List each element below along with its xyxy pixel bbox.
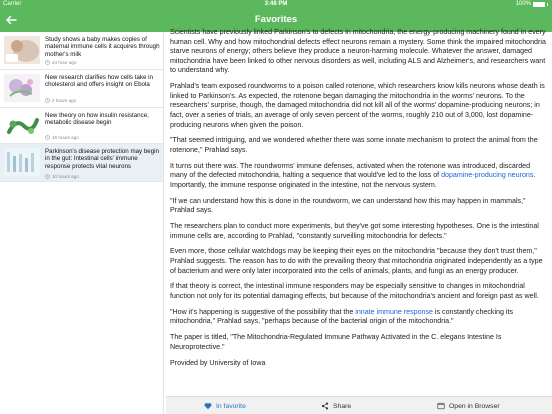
article-paragraph: The paper is titled, "The Mitochondria-Regulated Immune Pathway Activated in the C. elegans Intestine Is Neuroprotective." bbox=[170, 333, 502, 351]
article-source: Provided by University of Iowa bbox=[170, 358, 266, 367]
heart-icon bbox=[204, 402, 212, 410]
clock-icon bbox=[45, 135, 50, 140]
article-paragraph: The researchers plan to conduct more experiments, but they've got some interesting hypotheses. One is the intestinal immune cells are, according to Prahlad, "constantly surveilling mitochondria for defects." bbox=[170, 222, 539, 240]
clock-icon bbox=[45, 60, 50, 65]
favorites-list bbox=[0, 32, 164, 414]
share-label: Share bbox=[333, 402, 352, 410]
article-thumbnail bbox=[4, 112, 40, 140]
item-time: 10 hours ago bbox=[45, 174, 79, 179]
battery-indicator bbox=[516, 0, 548, 9]
article-thumbnail bbox=[4, 74, 40, 102]
article-paragraph: "How it's happening is suggestive of the possibility that the innate immune response is constantly checking its mitochondria," Prahlad says, "perhaps because of the bacterial origin of the mitochondria." bbox=[170, 307, 513, 326]
status-bar bbox=[0, 0, 552, 9]
article-paragraph: "That seemed intriguing, and we wondered whether there was some innate mechanism to protect the animal from the rotenone," Prahlad says. bbox=[170, 136, 538, 154]
clock-icon bbox=[45, 98, 50, 103]
item-title: New theory on how insulin resistance, metabolic disease begin bbox=[45, 112, 149, 127]
item-time: 24 hour ago bbox=[45, 60, 77, 65]
article-body bbox=[166, 28, 552, 396]
favorite-button[interactable] bbox=[204, 397, 246, 414]
share-icon bbox=[321, 402, 329, 410]
browser-window-icon bbox=[437, 402, 445, 410]
battery-icon bbox=[533, 2, 545, 7]
open-in-browser-button[interactable] bbox=[437, 397, 500, 414]
item-title: Parkinson's disease protection may begin in the gut: Intestinal cells' immune response protects vital neurons bbox=[45, 148, 159, 170]
item-title: New research clarifies how cells take in cholesterol and offers insight on Ebola bbox=[45, 74, 153, 89]
carrier-label: Carrier bbox=[3, 1, 22, 7]
battery-percent: 100% bbox=[515, 1, 531, 7]
article-paragraph: If that theory is correct, the intestinal immune responders may be especially sensitive to changes in mitochondrial function not only for its potential damaging effects, but because of the mitochondria's ancient and foreign past as well. bbox=[170, 282, 539, 300]
item-time: 2 hours ago bbox=[45, 98, 76, 103]
article-paragraph: Scientists have previously linked Parkinson's to defects in mitochondria, the energy-producing machinery found in every human cell. Why and how mitochondrial defects effect neurons remain a mystery. Some think the impaired mitochondria starve neurons of energy; others believe they produce a neuron-harming molecule. Whatever the answer, damaged mitochondria have been linked to other nervous disorders as well, including ALS and Alzheimer's, and researchers want to understand why. bbox=[170, 28, 546, 75]
clock-icon bbox=[45, 174, 50, 179]
article-paragraph: Even more, those cellular watchdogs may be keeping their eyes on the mitochondria "because they don't trust them," Prahlad suggests. The reason has to do with the prevailing theory that mitochondria originated independently as a type of bacterium and were only later incorporated into the cells of animals, plants, and fungi as an energy producer. bbox=[170, 247, 543, 275]
page-title: Favorites bbox=[254, 14, 298, 25]
article-thumbnail bbox=[4, 148, 40, 176]
article-paragraph: It turns out there was. The roundworms' immune defenses, activated when the rotenone was introduced, discarded many of the defected mitochondria, halting a sequence that would've led to the loss of dopamine-producing neurons. Importantly, the immune response originated in the intestine, not the nervous system. bbox=[170, 161, 536, 189]
article-thumbnail bbox=[4, 36, 40, 64]
list-item[interactable] bbox=[0, 70, 163, 108]
share-button[interactable] bbox=[321, 397, 351, 414]
article-paragraph: "If we can understand how this is done in the roundworm, we can understand how this may happen in mammals," Prahlad says. bbox=[170, 196, 526, 215]
favorite-label: In favorite bbox=[216, 402, 246, 410]
item-time: 16 hours ago bbox=[45, 135, 79, 140]
bottom-toolbar bbox=[166, 396, 552, 414]
dopamine-neurons-link[interactable]: dopamine-producing neurons bbox=[441, 171, 534, 180]
innate-immune-link[interactable]: innate immune response bbox=[355, 307, 433, 316]
item-title: Study shows a baby makes copies of maternal immune cells it acquires through mother's milk bbox=[45, 36, 160, 58]
clock-label: 3:48 PM bbox=[264, 1, 288, 7]
list-item[interactable] bbox=[0, 108, 163, 144]
browser-label: Open in Browser bbox=[449, 402, 500, 410]
list-item[interactable] bbox=[0, 32, 163, 70]
list-item-selected[interactable] bbox=[0, 144, 163, 182]
article-paragraph: Prahlad's team exposed roundworms to a poison called rotenone, which researchers know kills neurons whose death is linked to Parkinson's. As expected, the rotenone began damaging the mitochondria in the worms' neurons. To the researchers' surprise, though, the damaged mitochondria did not kill all of the worms' dopamine-producing neurons; in fact, over a series of trials, an average of only seven percent of the worms, roughly 210 out of 3,000, lost dopamine-producing neurons when given the poison. bbox=[170, 82, 545, 129]
